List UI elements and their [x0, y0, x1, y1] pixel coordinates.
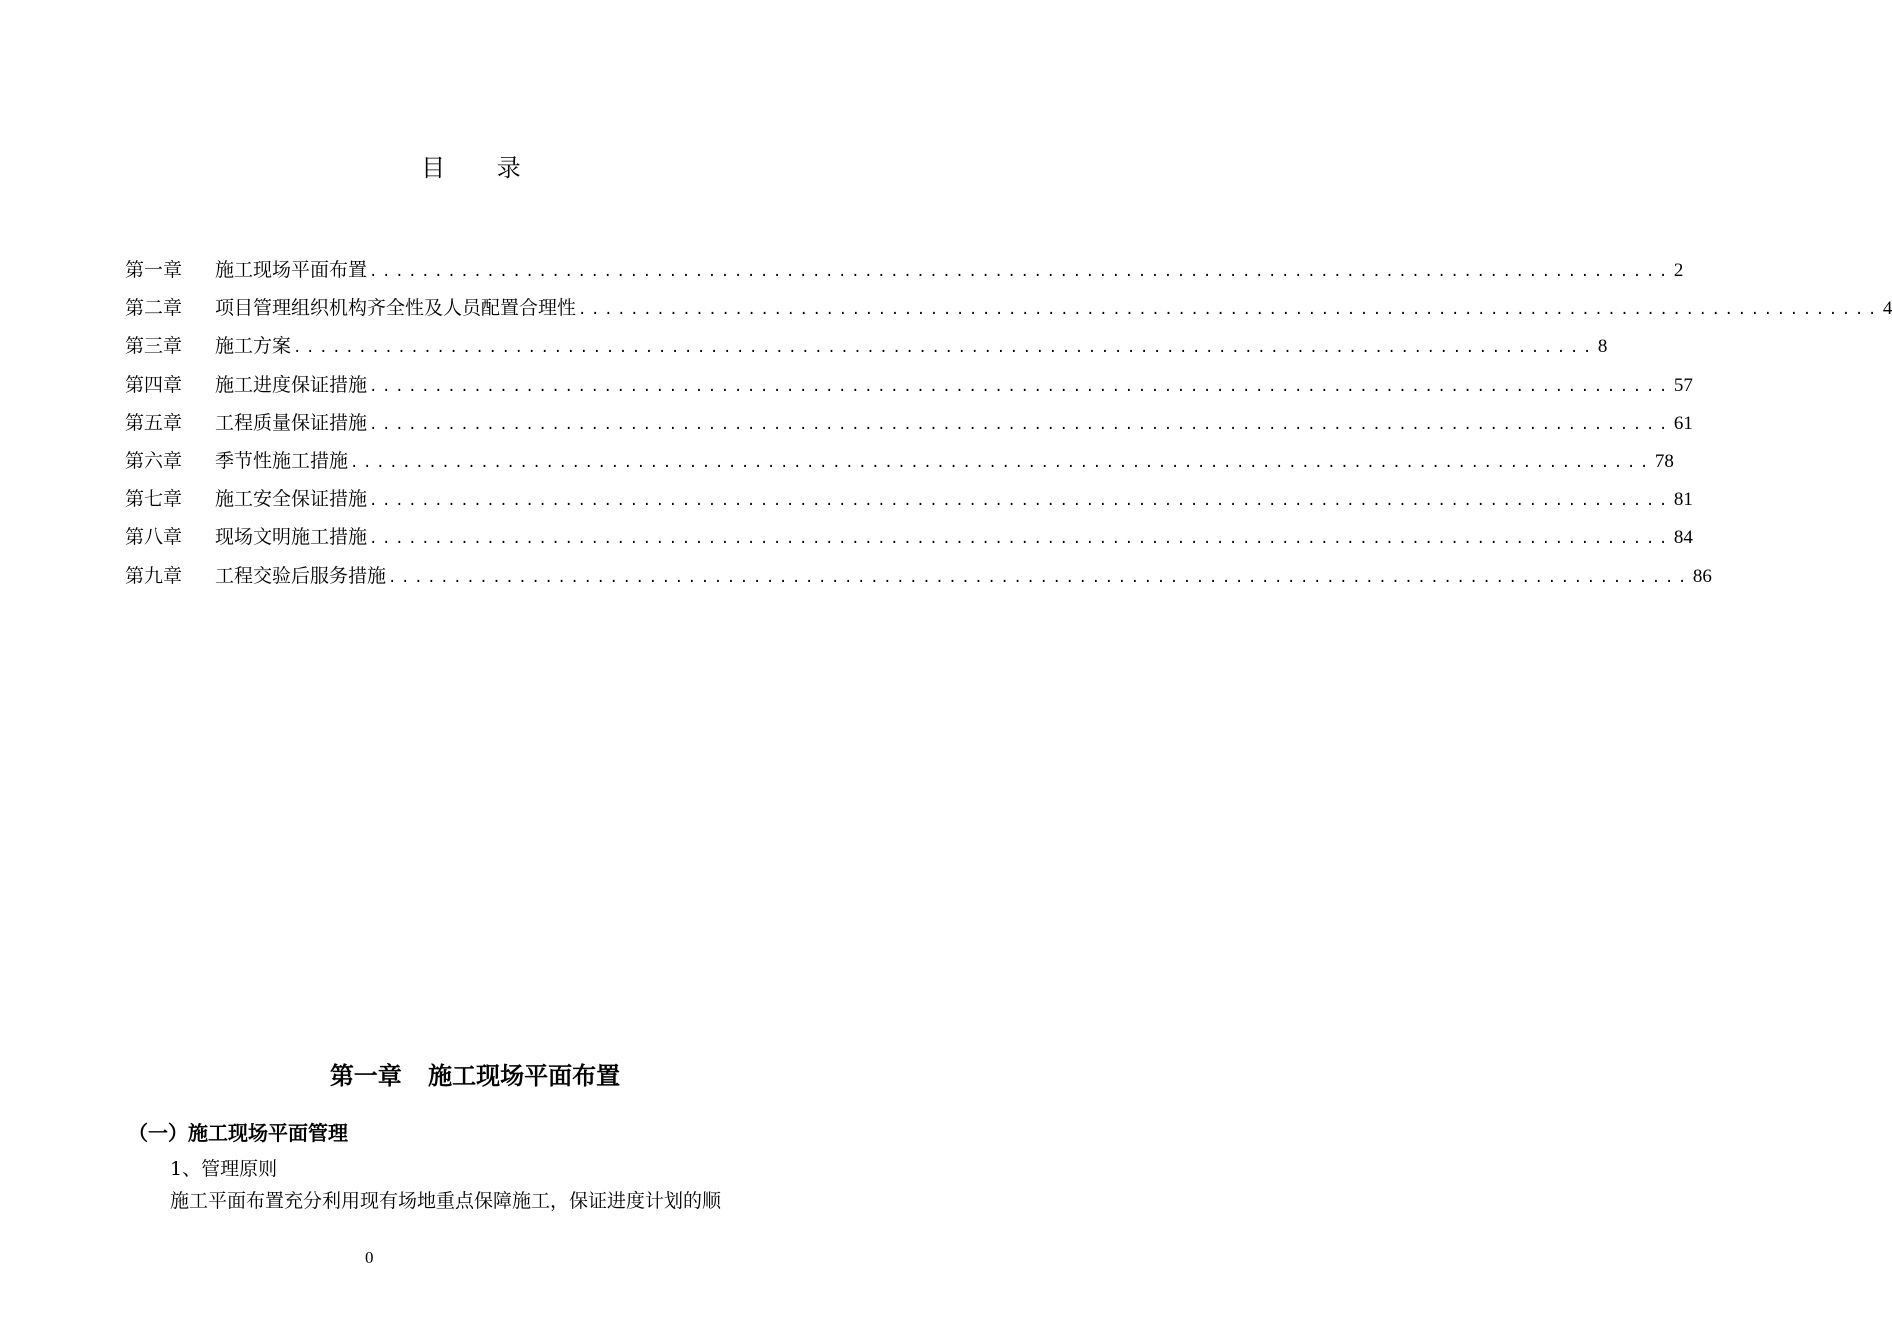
toc-title: 目 录 — [421, 154, 543, 182]
toc-chapter-name: 季节性施工措施 — [215, 449, 349, 472]
toc-chapter-number: 第七章 — [125, 488, 183, 511]
toc-chapter-name: 工程交验后服务措施 — [215, 564, 387, 587]
toc-page-number: 86 — [1692, 565, 1712, 587]
toc-page-number: 81 — [1673, 489, 1693, 511]
subsection-heading: 1、管理原则 — [170, 1158, 278, 1180]
toc-entry[interactable] — [125, 293, 1892, 331]
toc-page-number: 57 — [1673, 374, 1693, 396]
toc-chapter-number: 第八章 — [125, 526, 183, 549]
toc-chapter-number: 第六章 — [125, 449, 183, 472]
toc-leader-dots: .................................................................................................... — [369, 493, 1672, 510]
toc-entry[interactable] — [125, 370, 1693, 408]
toc-chapter-name: 现场文明施工措施 — [215, 526, 368, 549]
toc-leader-dots: .................................................................................................... — [578, 302, 1881, 319]
toc-page-number: 78 — [1654, 450, 1674, 472]
toc-leader-dots: .................................................................................................... — [369, 531, 1672, 548]
toc-leader-dots: .................................................................................................... — [388, 569, 1691, 586]
body-paragraph: 施工平面布置充分利用现有场地重点保障施工，保证进度计划的顺 — [170, 1190, 722, 1212]
toc-page-number: 61 — [1673, 412, 1693, 434]
toc-leader-dots: .................................................................................................... — [369, 416, 1672, 433]
toc-entry[interactable] — [125, 255, 1684, 293]
toc-entry[interactable] — [125, 522, 1693, 560]
toc-leader-dots: .................................................................................................... — [350, 454, 1653, 471]
chapter-heading: 第一章 施工现场平面布置 — [329, 1062, 621, 1090]
toc-entry[interactable] — [125, 331, 1608, 369]
toc-chapter-number: 第四章 — [125, 373, 183, 396]
table-of-contents — [125, 255, 1892, 599]
toc-leader-dots: .................................................................................................... — [369, 264, 1672, 280]
toc-entry[interactable] — [125, 446, 1674, 484]
toc-chapter-name: 项目管理组织机构齐全性及人员配置合理性 — [215, 297, 577, 320]
toc-entry[interactable] — [125, 408, 1693, 446]
toc-chapter-name: 工程质量保证措施 — [215, 411, 368, 434]
toc-page-number: 8 — [1597, 336, 1608, 358]
toc-chapter-name: 施工方案 — [215, 335, 292, 358]
toc-chapter-number: 第二章 — [125, 297, 183, 320]
toc-leader-dots: .................................................................................................... — [369, 378, 1672, 395]
toc-page-number: 4 — [1882, 298, 1892, 320]
toc-chapter-name: 施工安全保证措施 — [215, 488, 368, 511]
page-number: 0 — [365, 1248, 374, 1267]
toc-chapter-name: 施工进度保证措施 — [215, 373, 368, 396]
toc-page-number: 2 — [1673, 260, 1684, 281]
toc-chapter-number: 第三章 — [125, 335, 183, 358]
toc-leader-dots: .................................................................................................... — [293, 340, 1596, 357]
toc-chapter-number: 第五章 — [125, 411, 183, 434]
toc-chapter-number: 第一章 — [125, 259, 183, 281]
toc-entry[interactable] — [125, 561, 1712, 599]
toc-entry[interactable] — [125, 484, 1693, 522]
section-heading: （一）施工现场平面管理 — [128, 1121, 348, 1145]
toc-chapter-number: 第九章 — [125, 564, 183, 587]
toc-chapter-name: 施工现场平面布置 — [215, 259, 368, 281]
toc-page-number: 84 — [1673, 527, 1693, 549]
